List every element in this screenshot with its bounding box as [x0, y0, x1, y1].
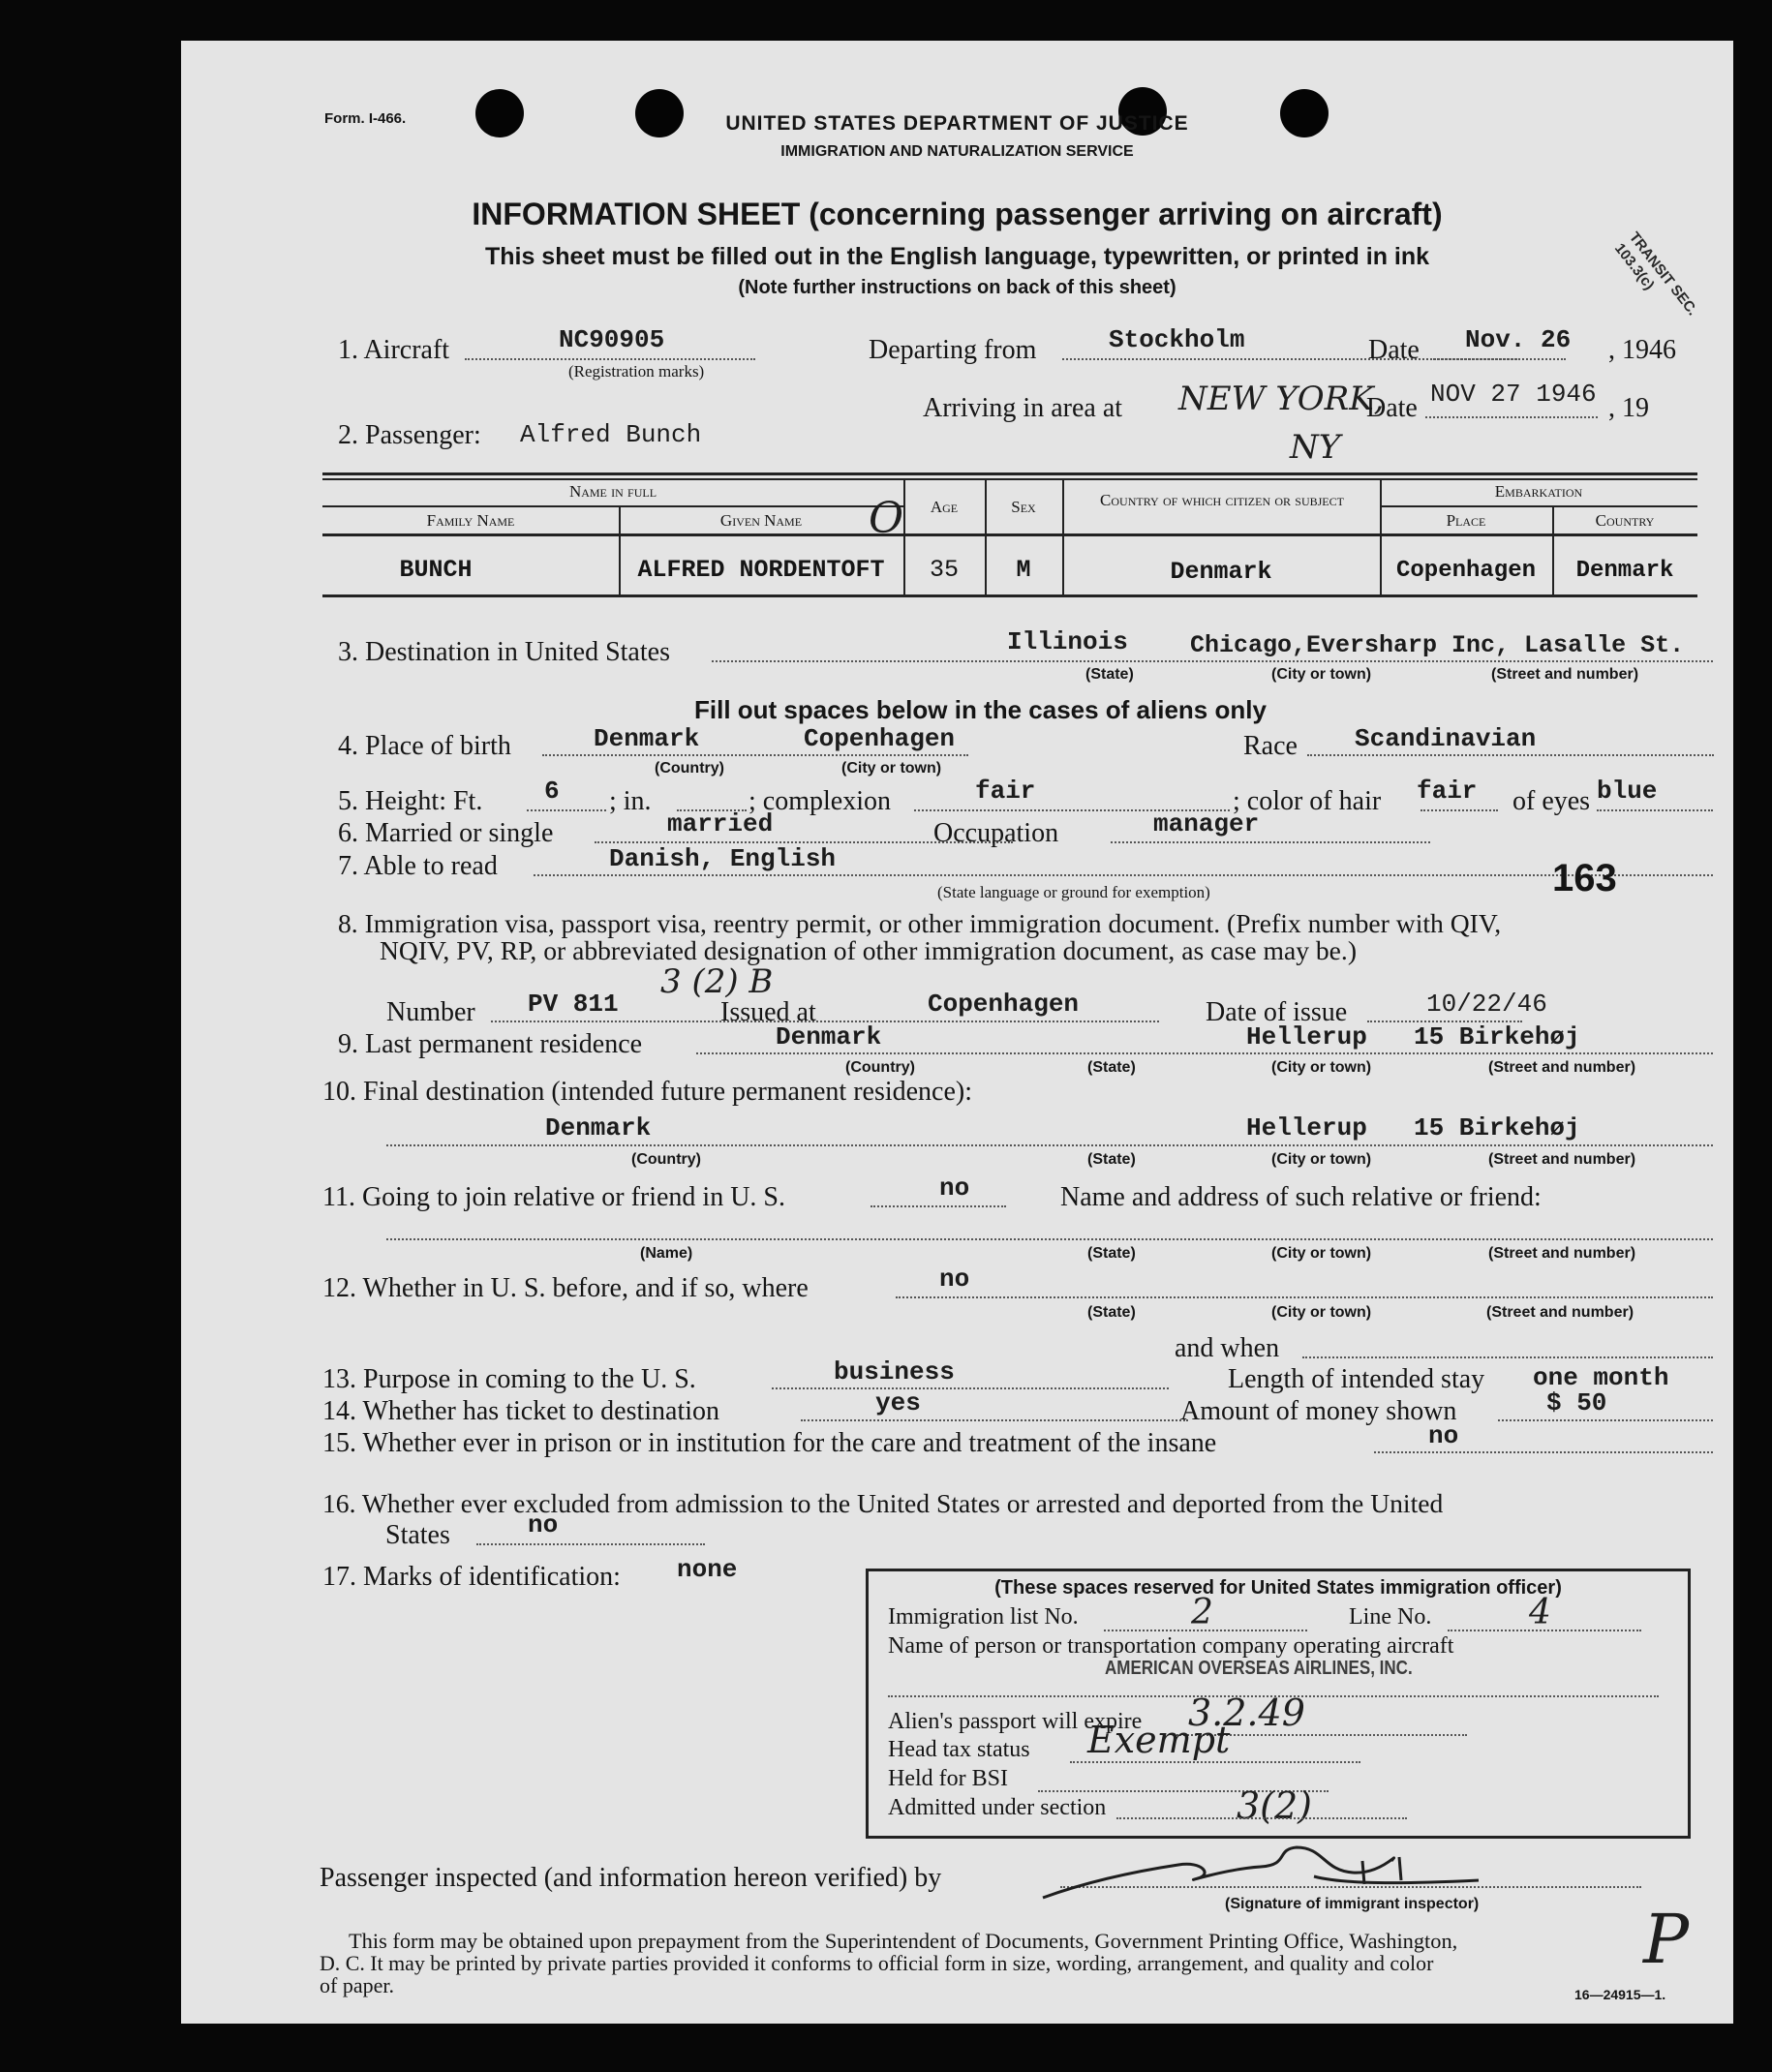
passenger-value: Alfred Bunch [520, 420, 702, 449]
department: UNITED STATES DEPARTMENT OF JUSTICE [725, 112, 1189, 135]
race-label: Race [1243, 731, 1298, 761]
col-embarkation: Embarkation [1494, 482, 1583, 501]
cap-street: (Street and number) [1486, 1304, 1635, 1321]
cap-city: (City or town) [1271, 1304, 1372, 1321]
expire-label: Alien's passport will expire [888, 1709, 1143, 1734]
departing-label: Departing from [869, 335, 1037, 365]
date-year: , 1946 [1608, 335, 1676, 365]
cap-name: (Name) [640, 1245, 693, 1262]
cap-city: (City or town) [1271, 666, 1372, 683]
height-in-label: ; in. [609, 786, 652, 816]
cap-city: (City or town) [1271, 1245, 1372, 1262]
money-value: $ 50 [1546, 1388, 1607, 1417]
aliens-only-heading: Fill out spaces below in the cases of aliens only [694, 695, 1267, 724]
issued-label: Issued at [720, 997, 816, 1027]
col-country-citizen: Country of which citizen or subject [1100, 491, 1344, 509]
service: IMMIGRATION AND NATURALIZATION SERVICE [780, 143, 1134, 160]
cap-street: (Street and number) [1488, 1059, 1636, 1076]
col-country: Country [1595, 511, 1655, 530]
reg-caption: (Registration marks) [568, 362, 705, 381]
f10-label: 10. Final destination (intended future permanent residence): [322, 1077, 973, 1107]
col-sex: Sex [1011, 498, 1036, 516]
hand-circle: O [869, 494, 904, 543]
hair-label: ; color of hair [1233, 786, 1382, 816]
f5-label: 5. Height: Ft. [338, 786, 483, 816]
cell-family-name: BUNCH [399, 556, 473, 584]
cap-state: (State) [1087, 1245, 1136, 1262]
footer-line3: of paper. [320, 1973, 394, 1997]
f4-label: 4. Place of birth [338, 731, 511, 761]
f6-label: 6. Married or single [338, 818, 554, 848]
date-value: Nov. 26 [1465, 325, 1572, 354]
last-res-street: 15 Birkehøj [1414, 1022, 1580, 1051]
line-no-value: 4 [1529, 1593, 1551, 1632]
cell-sex: M [1016, 556, 1031, 584]
sheet-note: (Note further instructions on back of this sheet) [738, 277, 1176, 298]
stay-value: one month [1533, 1363, 1669, 1392]
cap-country: (Country) [845, 1059, 915, 1076]
f13-label: 13. Purpose in coming to the U. S. [322, 1364, 696, 1394]
dest-city-street: Chicago,Eversharp Inc, Lasalle St. [1190, 631, 1685, 659]
final-country: Denmark [545, 1113, 652, 1143]
col-family-name: Family Name [426, 511, 515, 530]
before-value: no [939, 1265, 970, 1294]
f15-label: 15. Whether ever in prison or in institution for the care and treatment of the insane [322, 1428, 1217, 1458]
margin-mark: P [1643, 1900, 1690, 1979]
footer-code: 16—24915—1. [1574, 1987, 1666, 2002]
expire-value: 3.2.49 [1188, 1691, 1305, 1734]
f1-label: 1. Aircraft [338, 335, 450, 365]
cap-state: (State) [1087, 1304, 1136, 1321]
operator-stamp: AMERICAN OVERSEAS AIRLINES, INC. [1105, 1658, 1413, 1679]
aircraft-value: NC90905 [559, 325, 665, 354]
cap-state: (State) [1087, 1151, 1136, 1168]
sheet-subtitle: This sheet must be filled out in the English language, typewritten, or printed in ink [484, 243, 1430, 270]
join-value: no [939, 1173, 970, 1203]
f17-label: 17. Marks of identification: [322, 1562, 621, 1592]
birth-country: Denmark [594, 724, 700, 753]
occupation-label: Occupation [933, 818, 1059, 848]
final-street: 15 Birkehøj [1414, 1113, 1580, 1143]
stamp-number: 163 [1552, 857, 1617, 899]
eyes-label: of eyes [1512, 786, 1591, 816]
f12-label: 12. Whether in U. S. before, and if so, where [322, 1273, 809, 1303]
form-sheet [181, 41, 1733, 2024]
col-given-name: Given Name [719, 511, 803, 530]
bsi-label: Held for BSI [888, 1766, 1008, 1791]
eyes-value: blue [1597, 777, 1658, 806]
cap-state: (State) [1085, 666, 1134, 683]
f16-line2: States [385, 1520, 450, 1550]
cap-city: (City or town) [1271, 1151, 1372, 1168]
cap-city: (City or town) [1271, 1059, 1372, 1076]
excluded-value: no [528, 1510, 559, 1539]
inspected-label: Passenger inspected (and information hereon verified) by [320, 1863, 942, 1893]
purpose-value: business [834, 1357, 955, 1386]
read-value: Danish, English [609, 844, 837, 873]
date-label: Date [1368, 335, 1420, 365]
section-label: Admitted under section [888, 1795, 1107, 1820]
date2-value: NOV 27 1946 [1430, 380, 1597, 409]
f9-label: 9. Last permanent residence [338, 1029, 643, 1059]
f11-label: 11. Going to join relative or friend in U. S. [322, 1182, 785, 1212]
last-res-country: Denmark [776, 1022, 882, 1051]
dest-state: Illinois [1007, 627, 1128, 656]
married-value: married [667, 809, 774, 838]
height-ft: 6 [544, 777, 560, 806]
date2-year: , 19 [1608, 393, 1649, 423]
f3-label: 3. Destination in United States [338, 637, 670, 667]
when-label: and when [1175, 1333, 1280, 1363]
f16-line1: 16. Whether ever excluded from admission to the United States or arrested and deported from the United [322, 1488, 1444, 1518]
date2-label: Date [1366, 393, 1418, 423]
col-name-in-full: Name in full [568, 482, 657, 501]
officer-box-title: (These spaces reserved for United States immigration officer) [994, 1577, 1562, 1599]
prison-value: no [1428, 1421, 1459, 1450]
stay-label: Length of intended stay [1228, 1364, 1485, 1394]
doc-number: PV 811 [528, 990, 619, 1019]
section-value: 3(2) [1237, 1784, 1313, 1827]
doi-label: Date of issue [1206, 997, 1348, 1027]
cap-city: (City or town) [841, 760, 942, 777]
inspector-caption: (Signature of immigrant inspector) [1225, 1896, 1480, 1912]
arriving-value: NEW YORK, [1178, 380, 1385, 418]
doi-value: 10/22/46 [1426, 990, 1547, 1019]
cell-citizen: Denmark [1170, 558, 1272, 586]
hair-value: fair [1417, 777, 1478, 806]
cell-country: Denmark [1575, 558, 1674, 584]
form-number: Form. I-466. [324, 110, 407, 127]
f14-label: 14. Whether has ticket to destination [322, 1396, 720, 1426]
cap-street: (Street and number) [1491, 666, 1639, 683]
race-value: Scandinavian [1355, 724, 1537, 753]
cap-country: (Country) [655, 760, 724, 777]
complexion-label: ; complexion [749, 786, 891, 816]
transit-stamp: TRANSIT SEC. 103.3(c) [1610, 229, 1701, 320]
cell-age: 35 [929, 556, 959, 584]
departing-value: Stockholm [1109, 325, 1245, 354]
cap-street: (Street and number) [1488, 1151, 1636, 1168]
cap-street: (Street and number) [1488, 1245, 1636, 1262]
cell-given-name: ALFRED NORDENTOFT [637, 556, 885, 584]
issued-value: Copenhagen [928, 990, 1080, 1019]
list-no-label: Immigration list No. [888, 1604, 1079, 1630]
f8-hand-note: 3 (2) B [660, 962, 774, 1001]
tax-value: Exempt [1087, 1719, 1231, 1761]
tax-label: Head tax status [888, 1737, 1030, 1762]
ticket-value: yes [875, 1388, 921, 1417]
occupation-value: manager [1153, 809, 1260, 838]
read-caption: (State language or ground for exemption) [937, 883, 1210, 901]
birth-city: Copenhagen [804, 724, 956, 753]
arriving-label: Arriving in area at [923, 393, 1123, 423]
arriving-value-2: NY [1290, 428, 1341, 467]
col-place: Place [1446, 511, 1486, 530]
sheet-title: INFORMATION SHEET (concerning passenger arriving on aircraft) [472, 197, 1443, 231]
f8-line2: NQIV, PV, RP, or abbreviated designation of other immigration document, as case may be.) [380, 935, 1358, 965]
officer-box [866, 1569, 1691, 1839]
f2-label: 2. Passenger: [338, 420, 481, 450]
last-res-city: Hellerup [1246, 1022, 1367, 1051]
operator-label: Name of person or transportation company operating aircraft [888, 1633, 1454, 1659]
col-age: Age [930, 498, 959, 516]
footer-line2: D. C. It may be printed by private parties provided it conforms to official form in size, wording, arrangement, and quality and color [320, 1951, 1434, 1975]
money-label: Amount of money shown [1180, 1396, 1457, 1426]
cap-state: (State) [1087, 1059, 1136, 1076]
f8-line1: 8. Immigration visa, passport visa, reentry permit, or other immigration document. (Prefix number with QIV, [338, 908, 1502, 938]
marks-value: none [677, 1555, 738, 1584]
footer-line1: This form may be obtained upon prepayment from the Superintendent of Documents, Government Printing Office, Washington, [349, 1929, 1458, 1953]
line-no-label: Line No. [1349, 1604, 1432, 1630]
f7-label: 7. Able to read [338, 851, 498, 881]
relative-label: Name and address of such relative or friend: [1060, 1182, 1542, 1212]
number-label: Number [386, 997, 475, 1027]
complexion-value: fair [975, 777, 1036, 806]
list-no-value: 2 [1191, 1593, 1213, 1632]
cell-place: Copenhagen [1395, 558, 1537, 584]
cap-country: (Country) [631, 1151, 701, 1168]
final-city: Hellerup [1246, 1113, 1367, 1143]
